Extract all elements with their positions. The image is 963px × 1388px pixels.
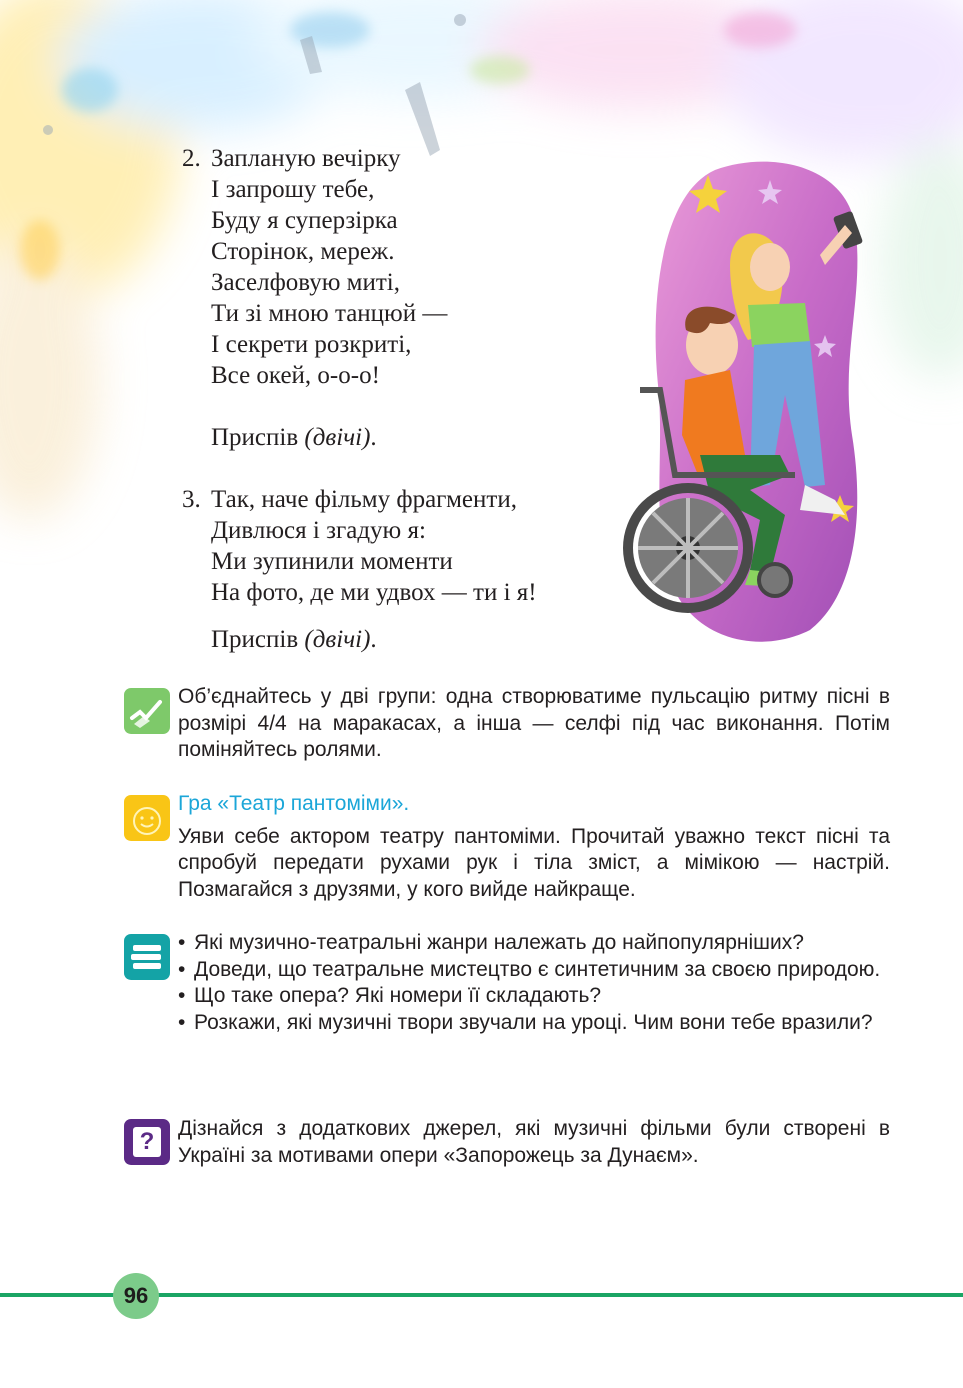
stanza-number: 3. <box>182 486 201 513</box>
lyric-line: Заселфовую миті, <box>211 269 400 296</box>
lyric-line: Запланую вечірку <box>211 145 401 172</box>
lyric-line: Буду я суперзірка <box>211 207 398 234</box>
chorus-repeat-note: (двічі) <box>304 424 371 451</box>
stanza-2 <box>182 143 537 391</box>
lyric-line: Сторінок, мереж. <box>211 238 395 265</box>
song-lyrics <box>182 143 537 655</box>
stanza-3 <box>182 484 537 608</box>
lyric-line: Все окей, о-о-о! <box>211 362 380 389</box>
question-mark-icon <box>124 1119 170 1165</box>
task-body <box>178 791 890 903</box>
smiley-icon <box>124 795 170 841</box>
list-item: • Які музично-театральні жанри належать до найпопулярніших? <box>178 930 890 957</box>
chorus-note <box>182 422 537 453</box>
question-symbol: ? <box>133 1127 161 1157</box>
lyric-line: І секрети розкриті, <box>211 331 412 358</box>
lyric-line: І запрошу тебе, <box>211 176 375 203</box>
lyric-line: Дивлюся і згадую я: <box>211 517 426 544</box>
lyric-line: Ми зупинили моменти <box>211 548 453 575</box>
task-text: Уяви себе актором театру пантоміми. Прочитай уважно текст пісні та спробуй передати рухами рук і тіла зміст, а мімікою — настрій. Позмагайся з друзями, у кого вийде найкраще. <box>178 824 890 901</box>
books-icon <box>124 934 170 980</box>
chorus-label: Приспів <box>211 626 305 653</box>
list-item: • Розкажи, які музичні твори звучали на уроці. Чим вони тебе вразили? <box>178 1010 890 1037</box>
selfie-wheelchair-illustration <box>620 155 865 645</box>
chorus-note <box>182 624 537 655</box>
question-list <box>178 930 890 1036</box>
lyric-line: Ти зі мною танцюй — <box>211 300 448 327</box>
stanza-number: 2. <box>182 145 201 172</box>
lyric-line: На фото, де ми удвох — ти і я! <box>211 579 537 606</box>
chorus-repeat-note: (двічі) <box>304 626 371 653</box>
lyric-line: Так, наче фільму фрагменти, <box>211 486 517 513</box>
chorus-label: Приспів <box>211 424 305 451</box>
list-item: • Що таке опера? Які номери її складають? <box>178 983 890 1010</box>
group-activity-icon <box>124 688 170 734</box>
task-text: Дізнайся з додаткових джерел, які музичні фільми були створені в Україні за мотивами опери «Запорожець за Дунаєм». <box>178 1117 890 1167</box>
list-item: • Доведи, що театральне мистецтво є синтетичним за своєю природою. <box>178 957 890 984</box>
chorus-end: . <box>370 626 377 653</box>
chorus-end: . <box>370 424 377 451</box>
game-title: Гра «Театр пантоміми». <box>178 792 410 815</box>
page-number: 96 <box>113 1273 159 1319</box>
task-text: Об’єднайтесь у дві групи: одна створюватиме пульсацію ритму пісні в розмірі 4/4 на маракасах, а інша — селфі під час виконання. Потім поміняйтесь ролями. <box>178 685 890 761</box>
